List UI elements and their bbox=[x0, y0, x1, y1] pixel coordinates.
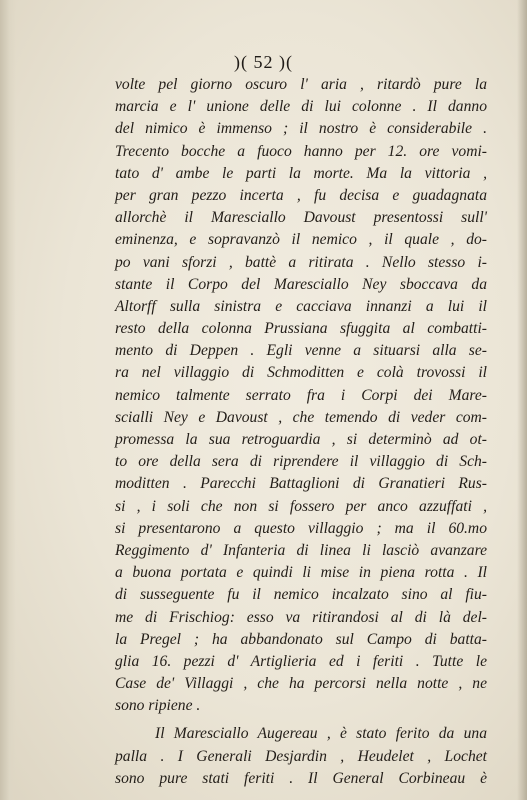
page-edge-shadow bbox=[517, 0, 527, 800]
text-line: volte pel giorno oscuro l' aria , ritardò pure la bbox=[115, 76, 487, 93]
page-number: )( 52 )( bbox=[234, 52, 293, 72]
text-line: to ore della sera di riprendere il villaggio di Sch- bbox=[115, 453, 487, 471]
text-line: resto della colonna Prussiana sfuggita al combatti- bbox=[115, 320, 487, 338]
text-line: Altorff sulla sinistra e cacciava innanzi a lui il bbox=[115, 297, 487, 315]
text-line: Trecento bocche a fuoco hanno per 12. ore vomi- bbox=[115, 142, 487, 160]
text-line: ra nel villaggio di Schmoditten e colà trovossi il bbox=[115, 364, 487, 382]
text-line: scialli Ney e Davoust , che temendo di veder com- bbox=[115, 408, 487, 426]
text-line: marcia e l' unione delle di lui colonne . Il danno bbox=[115, 98, 487, 116]
text-line: di susseguente fu il nemico incalzato sino al fiu- bbox=[115, 586, 487, 604]
text-line: stante il Corpo del Maresciallo Ney sboccava da bbox=[115, 275, 487, 293]
text-line: si , i soli che non si fossero per anco azzuffati , bbox=[115, 497, 487, 515]
text-line: sono pure stati feriti . Il General Corbineau è bbox=[115, 769, 487, 787]
text-line: promessa la sua retroguardia , si determinò ad ot- bbox=[115, 431, 487, 448]
text-line: mento di Deppen . Egli venne a situarsi alla se- bbox=[115, 342, 487, 360]
text-line: tato d' ambe le parti la morte. Ma la vittoria , bbox=[115, 164, 487, 182]
text-line: po vani sforzi , battè a ritirata . Nello stesso i- bbox=[115, 253, 487, 271]
text-line: sono ripiene . bbox=[115, 697, 201, 715]
text-line: si presentarono a questo villaggio ; ma il 60.mo bbox=[115, 519, 487, 537]
text-line: per gran pezzo incerta , fu decisa e guadagnata bbox=[115, 186, 487, 204]
text-line: la Pregel ; ha abbandonato sul Campo di batta- bbox=[115, 630, 487, 648]
text-line: Reggimento d' Infanteria di linea li lasciò avanzare bbox=[115, 541, 487, 559]
text-line: nemico talmente serrato fra i Corpi dei Mare- bbox=[115, 386, 487, 404]
text-line: allorchè il Maresciallo Davoust presentossi sull' bbox=[115, 209, 487, 227]
text-line: Il Maresciallo Augereau , è stato ferito da una bbox=[155, 725, 487, 743]
text-line: eminenza, e sopravanzò il nemico , il quale , do- bbox=[115, 231, 487, 249]
text-line: del nimico è immenso ; il nostro è considerabile . bbox=[115, 120, 487, 138]
text-line: glia 16. pezzi d' Artiglieria ed i feriti . Tutte le bbox=[115, 652, 487, 670]
text-line: Case de' Villaggi , che ha percorsi nella notte , ne bbox=[115, 675, 487, 693]
text-line: a buona portata e quindi li mise in piena rotta . Il bbox=[115, 564, 487, 582]
text-line: moditten . Parecchi Battaglioni di Granatieri Rus- bbox=[115, 475, 487, 493]
text-line: me di Frischiog: esso va ritirandosi al di là del- bbox=[115, 608, 487, 626]
page-gutter-shadow bbox=[0, 0, 16, 800]
text-line: palla . I Generali Desjardin , Heudelet , Lochet bbox=[115, 747, 487, 765]
body-text bbox=[115, 74, 487, 790]
